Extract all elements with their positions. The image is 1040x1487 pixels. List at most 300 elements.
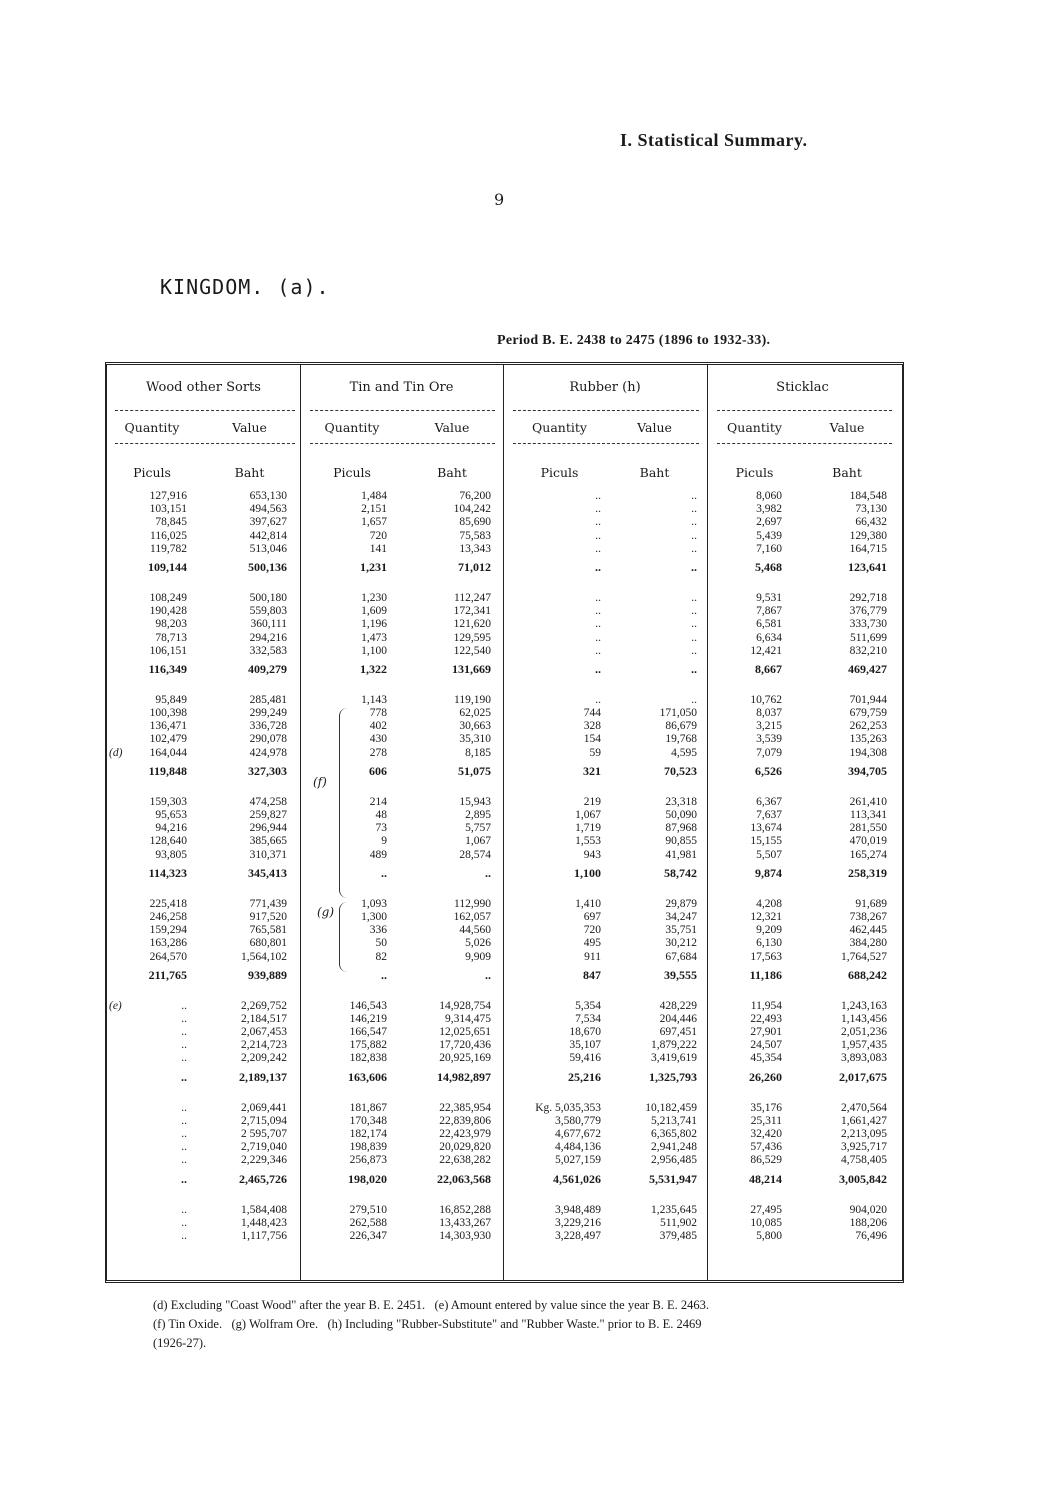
table-cell: 264,570	[149, 950, 187, 963]
table-row	[107, 924, 902, 937]
table-cell: 22,638,282	[439, 1154, 491, 1167]
table-cell: 1,410	[575, 897, 601, 910]
unit-label: Baht	[437, 465, 467, 480]
table-cell: 184,548	[849, 490, 887, 502]
table-cell: 76,496	[855, 1229, 887, 1242]
table-cell: 409,279	[248, 661, 287, 676]
table-cell: 198,020	[348, 1171, 387, 1186]
table-cell: 9,314,475	[445, 1012, 491, 1025]
table-cell: 82	[375, 950, 387, 963]
table-cell: 211,765	[148, 967, 187, 982]
table-row	[107, 1000, 902, 1013]
table-cell: 1,473	[361, 631, 387, 644]
table-cell: 1,093	[361, 897, 387, 910]
table-cell: 1,553	[575, 835, 601, 848]
table-cell: 679,759	[849, 707, 887, 720]
table-cell: 442,814	[249, 529, 287, 542]
table-cell: 2,214,723	[241, 1039, 287, 1052]
table-cell: 653,130	[249, 490, 287, 502]
table-cell: 2,715,094	[241, 1114, 287, 1127]
table-cell: 112,990	[454, 897, 491, 910]
table-cell: 1,484	[361, 490, 387, 502]
table-cell: 1,067	[465, 835, 491, 848]
table-cell: 14,928,754	[439, 999, 491, 1012]
table-cell: 20,925,169	[439, 1052, 491, 1065]
table-cell: ..	[181, 1229, 187, 1242]
table-cell: 430	[369, 733, 387, 746]
table-cell: 778	[369, 707, 387, 720]
table-cell: 165,274	[849, 848, 887, 861]
table-cell: 1,100	[574, 865, 601, 880]
unit-label: Piculs	[735, 465, 774, 480]
table-cell: 25,216	[568, 1069, 601, 1084]
table-cell: 182,838	[349, 1052, 387, 1065]
table-cell: 345,413	[248, 865, 287, 880]
table-cell: ..	[691, 591, 697, 604]
subheader-quantity: Quantity	[124, 420, 180, 435]
table-cell: 51,075	[458, 763, 491, 778]
table-cell: 10,085	[750, 1216, 782, 1229]
table-cell: 1,143,456	[841, 1012, 887, 1025]
table-cell: 26,260	[749, 1069, 782, 1084]
table-cell: 469,427	[848, 661, 887, 676]
table-cell: 93,805	[155, 848, 187, 861]
table-cell: 424,978	[249, 746, 287, 759]
row-group	[107, 898, 902, 990]
table-cell: 360,111	[250, 618, 287, 631]
table-cell: 23,318	[665, 795, 697, 808]
table-cell: 32,420	[750, 1128, 782, 1140]
table-cell: 394,705	[848, 763, 887, 778]
table-cell: 1,657	[361, 516, 387, 529]
table-cell: 1,231	[360, 559, 387, 574]
table-row	[107, 1154, 902, 1167]
table-cell: 78,845	[155, 516, 187, 529]
table-cell: 19,768	[665, 733, 697, 746]
table-cell: 34,247	[665, 910, 697, 923]
table-cell: 6,526	[755, 763, 782, 778]
table-cell: 2,470,564	[841, 1101, 887, 1114]
table-cell: 939,889	[248, 967, 287, 982]
table-cell: 321	[583, 763, 601, 778]
header-rule	[513, 443, 699, 444]
table-cell: 688,242	[848, 967, 887, 982]
table-cell: 2,069,441	[241, 1101, 287, 1114]
table-row	[107, 1128, 902, 1141]
table-cell: 22,385,954	[439, 1101, 491, 1114]
table-cell: 333,730	[849, 618, 887, 631]
table-cell: 2 595,707	[241, 1128, 287, 1140]
table-row	[107, 1102, 902, 1115]
table-cell: 14,982,897	[437, 1069, 491, 1084]
table-cell: 116,349	[148, 661, 187, 676]
table-cell: 278	[369, 746, 387, 759]
table-row	[107, 1204, 902, 1217]
table-row	[107, 835, 902, 848]
table-row	[107, 1141, 902, 1154]
table-cell: 3,419,619	[651, 1052, 697, 1065]
table-cell: 11,954	[750, 999, 782, 1012]
table-cell: 166,547	[349, 1026, 387, 1039]
table-cell: 500,180	[249, 591, 287, 604]
table-cell: ..	[181, 999, 187, 1012]
table-cell: 332,583	[249, 644, 287, 657]
table-cell: 1,879,222	[651, 1039, 697, 1052]
table-row	[107, 694, 902, 707]
table-cell: 163,286	[149, 937, 187, 950]
table-cell: 3,005,842	[839, 1171, 887, 1186]
table-cell: 3,925,717	[841, 1141, 887, 1154]
table-cell: 30,663	[459, 720, 491, 733]
table-cell: 2,151	[361, 503, 387, 516]
subheader-value: Value	[829, 420, 865, 435]
table-cell: 5,027,159	[555, 1154, 601, 1167]
footnote-h-continued: (1926-27).	[153, 1336, 207, 1350]
table-cell: 294,216	[249, 631, 287, 644]
table-cell: 163,606	[348, 1069, 387, 1084]
table-cell: 12,421	[750, 644, 782, 657]
table-cell: 44,560	[459, 924, 491, 937]
row-note: (d)	[109, 746, 123, 759]
table-cell: 4,484,136	[555, 1141, 601, 1154]
page-number: 9	[494, 190, 505, 209]
row-group	[107, 1204, 902, 1244]
table-cell: 500,136	[248, 559, 287, 574]
unit-label: Piculs	[540, 465, 579, 480]
table-cell: 1,300	[361, 910, 387, 923]
table-cell: 1,067	[575, 809, 601, 821]
table-cell: 279,510	[349, 1203, 387, 1216]
table-cell: 6,365,802	[651, 1128, 697, 1140]
table-cell: 75,583	[459, 529, 491, 542]
table-cell: 299,249	[249, 707, 287, 720]
table-row	[107, 1013, 902, 1026]
table-cell: 5,507	[756, 848, 782, 861]
table-cell: 904,020	[849, 1203, 887, 1216]
table-cell: 720	[369, 529, 387, 542]
table-cell: 10,762	[750, 693, 782, 706]
row-note: (e)	[109, 999, 122, 1012]
table-cell: 45,354	[750, 1052, 782, 1065]
table-cell: 428,229	[659, 999, 697, 1012]
table-cell: 129,380	[849, 529, 887, 542]
table-cell: 1,448,423	[241, 1216, 287, 1229]
table-cell: ..	[691, 618, 697, 631]
table-cell: 5,026	[465, 937, 491, 950]
table-cell: 87,968	[665, 822, 697, 835]
table-cell: 104,242	[453, 503, 491, 516]
table-cell: 94,216	[155, 822, 187, 835]
footnotes	[153, 1296, 923, 1353]
table-cell: ..	[181, 1012, 187, 1025]
table-row	[107, 707, 902, 720]
table-cell: 2,269,752	[241, 999, 287, 1012]
table-cell: 1,235,645	[651, 1203, 697, 1216]
table-cell: 511,699	[850, 631, 887, 644]
table-cell: 48	[375, 809, 387, 821]
table-row	[107, 822, 902, 835]
table-cell: 214	[369, 795, 387, 808]
table-cell: 13,433,267	[439, 1216, 491, 1229]
table-cell: ..	[181, 1039, 187, 1052]
header-rule	[310, 410, 495, 411]
table-cell: 697	[583, 910, 601, 923]
subheader-quantity: Quantity	[727, 420, 782, 435]
table-cell: 170,348	[349, 1114, 387, 1127]
period-heading: Period B. E. 2438 to 2475 (1896 to 1932-33).	[497, 333, 771, 348]
unit-label: Baht	[234, 465, 265, 480]
table-cell: 1,325,793	[649, 1069, 697, 1084]
table-cell: 697,451	[659, 1026, 697, 1039]
table-cell: 175,882	[349, 1039, 387, 1052]
table-cell: 67,684	[665, 950, 697, 963]
table-cell: 116,025	[150, 529, 187, 542]
table-cell: 28,574	[459, 848, 491, 861]
table-cell: 102,479	[149, 733, 187, 746]
table-cell: 4,561,026	[553, 1171, 601, 1186]
table-cell: ..	[181, 1128, 187, 1140]
table-cell: 1,322	[360, 661, 387, 676]
table-cell: 171,050	[659, 707, 697, 720]
table-row	[107, 618, 902, 631]
table-cell: 108,249	[149, 591, 187, 604]
table-cell: 384,280	[849, 937, 887, 950]
table-cell: ..	[595, 618, 601, 631]
table-cell: 680,801	[249, 937, 287, 950]
footnote-h: (h) Including "Rubber-Substitute" and "Rubber Waste." prior to B. E. 2469	[327, 1317, 702, 1331]
table-cell: ..	[181, 1052, 187, 1065]
table-cell: 103,151	[149, 503, 187, 516]
footnote-f: (f) Tin Oxide.	[153, 1317, 223, 1331]
table-cell: ..	[595, 591, 601, 604]
subheader-value: Value	[434, 420, 470, 435]
table-cell: 285,481	[249, 693, 287, 706]
table-cell: 162,057	[453, 910, 491, 923]
table-cell: 181,867	[349, 1101, 387, 1114]
subheader-value: Value	[232, 420, 267, 435]
table-cell: 513,046	[249, 542, 287, 555]
table-cell: 290,078	[249, 733, 287, 746]
table-cell: 39,555	[664, 967, 697, 982]
table-cell: 911	[584, 950, 601, 963]
table-cell: 9,531	[756, 591, 782, 604]
table-cell: 462,445	[849, 924, 887, 937]
table-cell: 13,674	[750, 822, 782, 835]
table-cell: 1,764,527	[841, 950, 887, 963]
table-cell: 7,867	[756, 605, 782, 618]
table-cell: 2,697	[756, 516, 782, 529]
brace-wolfram-ore	[339, 902, 348, 972]
footnote-e: (e) Amount entered by value since the year B. E. 2463.	[434, 1298, 710, 1312]
table-cell: 2,189,137	[239, 1069, 287, 1084]
table-cell: 41,981	[665, 848, 697, 861]
table-cell: 296,944	[249, 822, 287, 835]
table-cell: 5,531,947	[649, 1171, 697, 1186]
table-cell: 91,689	[855, 897, 887, 910]
row-group	[107, 1000, 902, 1092]
table-cell: 262,253	[849, 720, 887, 733]
table-row	[107, 951, 902, 964]
table-cell: 59	[589, 746, 601, 759]
table-cell: 123,641	[848, 559, 887, 574]
subheader-quantity: Quantity	[532, 420, 587, 435]
table-cell: ..	[691, 644, 697, 657]
table-cell: 226,347	[349, 1229, 387, 1242]
table-cell: 9	[381, 835, 387, 848]
header-rule	[717, 443, 892, 444]
table-cell: 7,637	[756, 809, 782, 821]
table-cell: 701,944	[849, 693, 887, 706]
table-cell: 50,090	[665, 809, 697, 821]
table-cell: 172,341	[453, 605, 491, 618]
table-cell: 9,909	[465, 950, 491, 963]
table-cell: 9,874	[755, 865, 782, 880]
table-cell: 1,143	[361, 693, 387, 706]
table-cell: 1,230	[361, 591, 387, 604]
table-cell: 86,529	[750, 1154, 782, 1167]
table-cell: 219	[583, 795, 601, 808]
table-cell: 1,957,435	[841, 1039, 887, 1052]
table-cell: 7,079	[756, 746, 782, 759]
table-cell: 25,311	[750, 1114, 782, 1127]
table-cell: 2,017,675	[839, 1069, 887, 1084]
table-cell: 328	[583, 720, 601, 733]
table-cell: 336,728	[249, 720, 287, 733]
table-cell: ..	[691, 516, 697, 529]
table-cell: 474,258	[249, 795, 287, 808]
table-cell: 5,757	[465, 822, 491, 835]
table-cell: 204,446	[659, 1012, 697, 1025]
header-rule	[310, 443, 495, 444]
table-cell: 7,534	[575, 1012, 601, 1025]
table-cell: 119,848	[148, 763, 187, 778]
table-cell: 15,155	[750, 835, 782, 848]
table-cell: 35,107	[569, 1039, 601, 1052]
table-cell: 86,679	[665, 720, 697, 733]
table-cell: 14,303,930	[439, 1229, 491, 1242]
table-cell: 136,471	[149, 720, 187, 733]
table-cell: ..	[181, 1154, 187, 1167]
table-cell: 943	[583, 848, 601, 861]
table-cell: 95,653	[155, 809, 187, 821]
table-cell: 159,303	[149, 795, 187, 808]
table-cell: 2,209,242	[241, 1052, 287, 1065]
table-row-average	[107, 658, 902, 684]
table-cell: 5,439	[756, 529, 782, 542]
table-cell: 225,418	[149, 897, 187, 910]
table-cell: ..	[691, 661, 697, 676]
table-cell: ..	[595, 661, 601, 676]
table-cell: 744	[583, 707, 601, 720]
table-cell: 135,263	[849, 733, 887, 746]
table-cell: ..	[181, 1026, 187, 1039]
table-title: KINGDOM. (a).	[160, 275, 330, 299]
table-cell: 2,067,453	[241, 1026, 287, 1039]
header-rule	[115, 443, 295, 444]
table-cell: 73	[375, 822, 387, 835]
table-row-average	[107, 1066, 902, 1092]
table-cell: 100,398	[149, 707, 187, 720]
table-cell: 62,025	[459, 707, 491, 720]
table-cell: 35,176	[750, 1101, 782, 1114]
table-cell: 3,215	[756, 720, 782, 733]
table-cell: 1,719	[575, 822, 601, 835]
table-cell: 8,185	[465, 746, 491, 759]
table-cell: ..	[595, 559, 601, 574]
brace-label-g: (g)	[317, 905, 335, 919]
table-cell: 109,144	[148, 559, 187, 574]
table-row	[107, 747, 902, 760]
statistics-table	[105, 362, 904, 1283]
table-row	[107, 720, 902, 733]
table-cell: 3,229,216	[555, 1216, 601, 1229]
table-cell: 76,200	[459, 490, 491, 502]
group-header-sticklac: Sticklac	[776, 380, 829, 395]
table-cell: 385,665	[249, 835, 287, 848]
header-rule	[115, 410, 295, 411]
table-cell: 559,803	[249, 605, 287, 618]
table-row	[107, 809, 902, 822]
table-cell: 606	[369, 763, 387, 778]
table-cell: 765,581	[249, 924, 287, 937]
table-cell: 261,410	[849, 795, 887, 808]
table-cell: 66,432	[855, 516, 887, 529]
table-cell: ..	[181, 1171, 187, 1186]
table-cell: 832,210	[849, 644, 887, 657]
table-row-average	[107, 556, 902, 582]
table-cell: 106,151	[149, 644, 187, 657]
table-cell: ..	[691, 490, 697, 502]
table-row	[107, 592, 902, 605]
table-row	[107, 490, 902, 503]
table-cell: 146,219	[349, 1012, 387, 1025]
table-cell: 27,495	[750, 1203, 782, 1216]
table-cell: 119,782	[150, 542, 187, 555]
table-cell: 98,203	[155, 618, 187, 631]
table-row-average	[107, 1168, 902, 1194]
table-cell: ..	[691, 605, 697, 618]
table-cell: ..	[595, 490, 601, 502]
table-body	[107, 490, 902, 1253]
table-cell: 35,751	[665, 924, 697, 937]
table-cell: 256,873	[349, 1154, 387, 1167]
table-cell: ..	[691, 542, 697, 555]
table-cell: 4,758,405	[841, 1154, 887, 1167]
table-cell: 470,019	[849, 835, 887, 848]
unit-label: Piculs	[133, 465, 171, 480]
table-cell: 4,208	[756, 897, 782, 910]
table-cell: 18,670	[569, 1026, 601, 1039]
table-cell: 379,485	[659, 1229, 697, 1242]
table-cell: 11,186	[749, 967, 782, 982]
table-cell: 494,563	[249, 503, 287, 516]
table-cell: 397,627	[249, 516, 287, 529]
table-cell: 22,839,806	[439, 1114, 491, 1127]
table-cell: 59,416	[569, 1052, 601, 1065]
table-cell: 6,367	[756, 795, 782, 808]
table-cell: 402	[369, 720, 387, 733]
table-cell: 310,371	[249, 848, 287, 861]
table-cell: 2,465,726	[239, 1171, 287, 1186]
group-header-rubber: Rubber (h)	[569, 380, 641, 395]
group-header-tin: Tin and Tin Ore	[349, 380, 454, 395]
table-cell: 1,564,102	[241, 950, 287, 963]
row-group	[107, 796, 902, 888]
table-row	[107, 632, 902, 645]
table-row	[107, 796, 902, 809]
table-cell: ..	[691, 529, 697, 542]
table-cell: ..	[181, 1141, 187, 1154]
